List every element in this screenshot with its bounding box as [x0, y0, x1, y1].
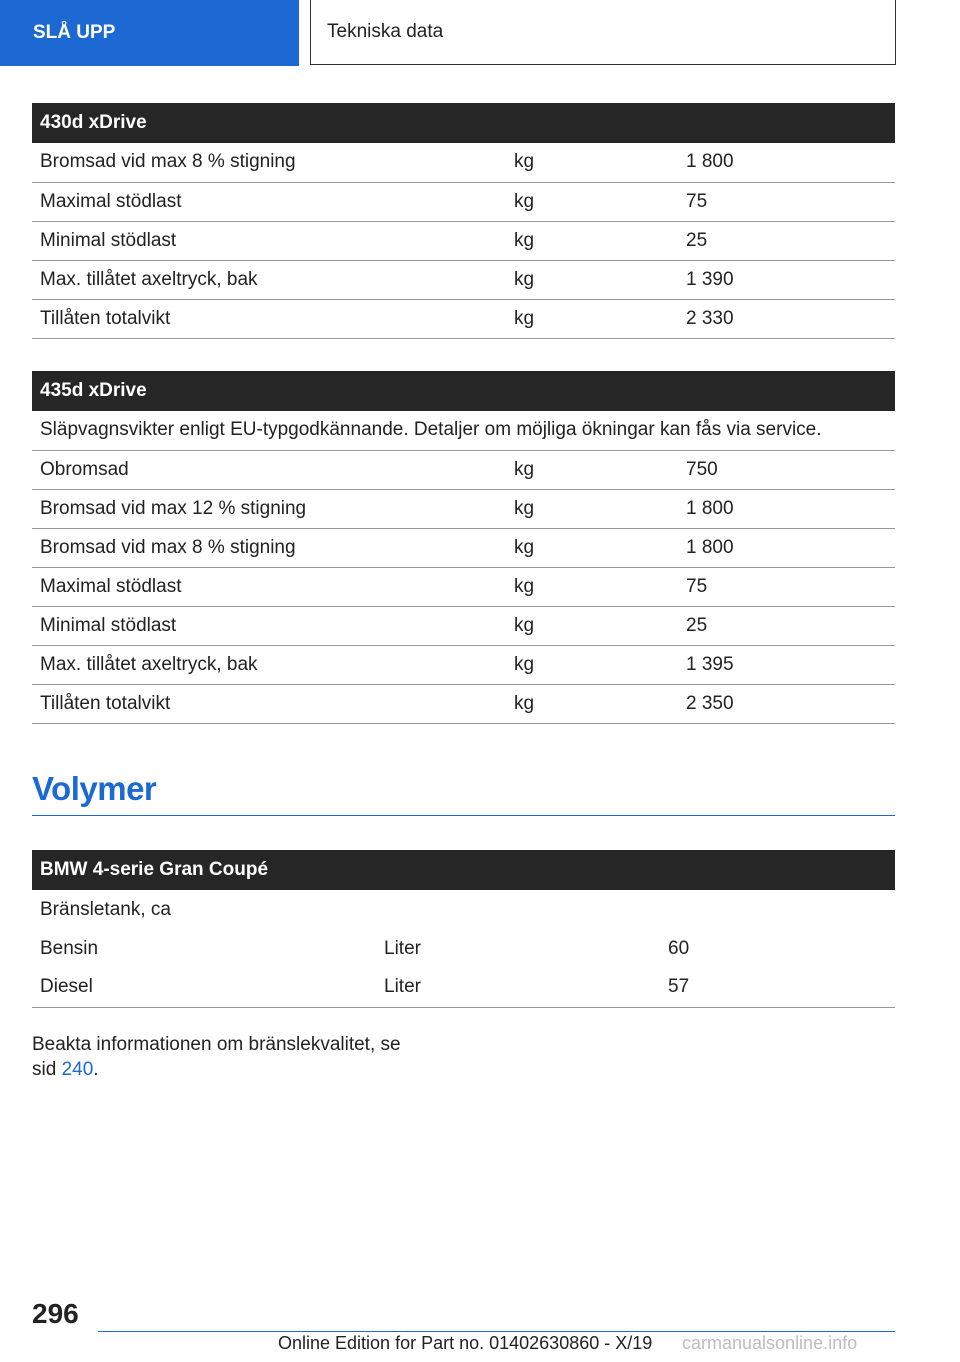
row-label: Bensin — [40, 937, 99, 959]
table-row — [32, 606, 895, 645]
row-value: 75 — [678, 567, 895, 606]
row-label: Bromsad vid max 8 % stigning — [32, 143, 506, 182]
row-unit: kg — [506, 567, 678, 606]
table-430d-xdrive — [32, 103, 895, 339]
table-row — [32, 968, 895, 1007]
row-label: Minimal stödlast — [32, 221, 506, 260]
note-prefix: sid — [32, 1059, 62, 1080]
row-value: 2 330 — [678, 299, 895, 338]
footer-divider — [98, 1331, 895, 1332]
row-unit: kg — [506, 528, 678, 567]
row-label: Maximal stödlast — [32, 182, 506, 221]
row-value: 1 390 — [678, 260, 895, 299]
section-divider — [32, 815, 895, 816]
table-row — [32, 450, 895, 489]
volymer-heading: Volymer — [32, 770, 157, 807]
section-title-label: Tekniska data — [327, 21, 444, 42]
footer-edition: Online Edition for Part no. 01402630860 - X/19 — [278, 1333, 653, 1353]
row-unit: kg — [506, 606, 678, 645]
watermark: carmanualsonline.info — [682, 1333, 858, 1353]
row-unit: kg — [506, 299, 678, 338]
row-label: Tillåten totalvikt — [32, 684, 506, 723]
row-value: 1 800 — [678, 528, 895, 567]
note-line1: Beakta informationen om bränslekvalitet, se — [32, 1034, 401, 1055]
table-header-row — [32, 850, 895, 890]
row-label: Bromsad vid max 8 % stigning — [32, 528, 506, 567]
row-unit: kg — [506, 645, 678, 684]
row-label: Minimal stödlast — [32, 606, 506, 645]
table-header-row — [32, 103, 895, 143]
row-label: Bromsad vid max 12 % stigning — [32, 489, 506, 528]
row-value: 750 — [678, 450, 895, 489]
row-value: 1 800 — [678, 143, 895, 182]
note-suffix: . — [93, 1059, 99, 1080]
row-unit: kg — [506, 260, 678, 299]
row-value: 57 — [660, 968, 895, 1007]
table-note-row — [32, 411, 895, 450]
table-row — [32, 143, 895, 182]
table-row — [32, 182, 895, 221]
row-unit: kg — [506, 182, 678, 221]
row-label: Tillåten totalvikt — [32, 299, 506, 338]
row-label: Max. tillåtet axeltryck, bak — [32, 260, 506, 299]
page-number: 296 — [32, 1298, 79, 1329]
table-row — [32, 221, 895, 260]
row-unit: Liter — [384, 937, 421, 959]
table-row — [32, 528, 895, 567]
row-value: 25 — [678, 221, 895, 260]
nav-button-sla-upp[interactable]: SLÅ UPP — [0, 0, 299, 66]
row-value: 1 800 — [678, 489, 895, 528]
table-row — [32, 684, 895, 723]
table-row — [32, 645, 895, 684]
table-title: 430d xDrive — [32, 103, 895, 143]
table-row — [32, 260, 895, 299]
top-bar — [0, 0, 960, 66]
row-unit: kg — [506, 450, 678, 489]
table-row — [32, 567, 895, 606]
row-unit: Liter — [376, 968, 660, 1007]
section-header — [310, 0, 896, 65]
table-subtitle-row — [32, 890, 895, 929]
row-value: 1 395 — [678, 645, 895, 684]
fuel-quality-note — [32, 1032, 401, 1082]
row-unit: kg — [506, 684, 678, 723]
row-label: Max. tillåtet axeltryck, bak — [32, 645, 506, 684]
row-unit: kg — [506, 143, 678, 182]
row-unit: kg — [506, 221, 678, 260]
row-label: Maximal stödlast — [32, 567, 506, 606]
row-unit: kg — [506, 489, 678, 528]
row-value: 25 — [678, 606, 895, 645]
row-label: Obromsad — [32, 450, 506, 489]
row-label: Diesel — [32, 968, 376, 1007]
page-link-240[interactable]: 240 — [61, 1059, 94, 1080]
table-title: BMW 4-serie Gran Coupé — [32, 850, 895, 890]
row-value: 60 — [668, 937, 690, 959]
row-value: 75 — [678, 182, 895, 221]
table-row — [32, 299, 895, 338]
table-note: Släpvagnsvikter enligt EU-typgodkännande. Detaljer om möjliga ökningar kan fås via service. — [32, 411, 895, 450]
row-value: 2 350 — [678, 684, 895, 723]
table-row — [32, 489, 895, 528]
table-volymer — [32, 850, 895, 1008]
table-row — [32, 929, 895, 968]
table-title: 435d xDrive — [32, 371, 895, 411]
table-subtitle: Bränsletank, ca — [40, 898, 171, 920]
table-435d-xdrive — [32, 371, 895, 724]
table-header-row — [32, 371, 895, 411]
